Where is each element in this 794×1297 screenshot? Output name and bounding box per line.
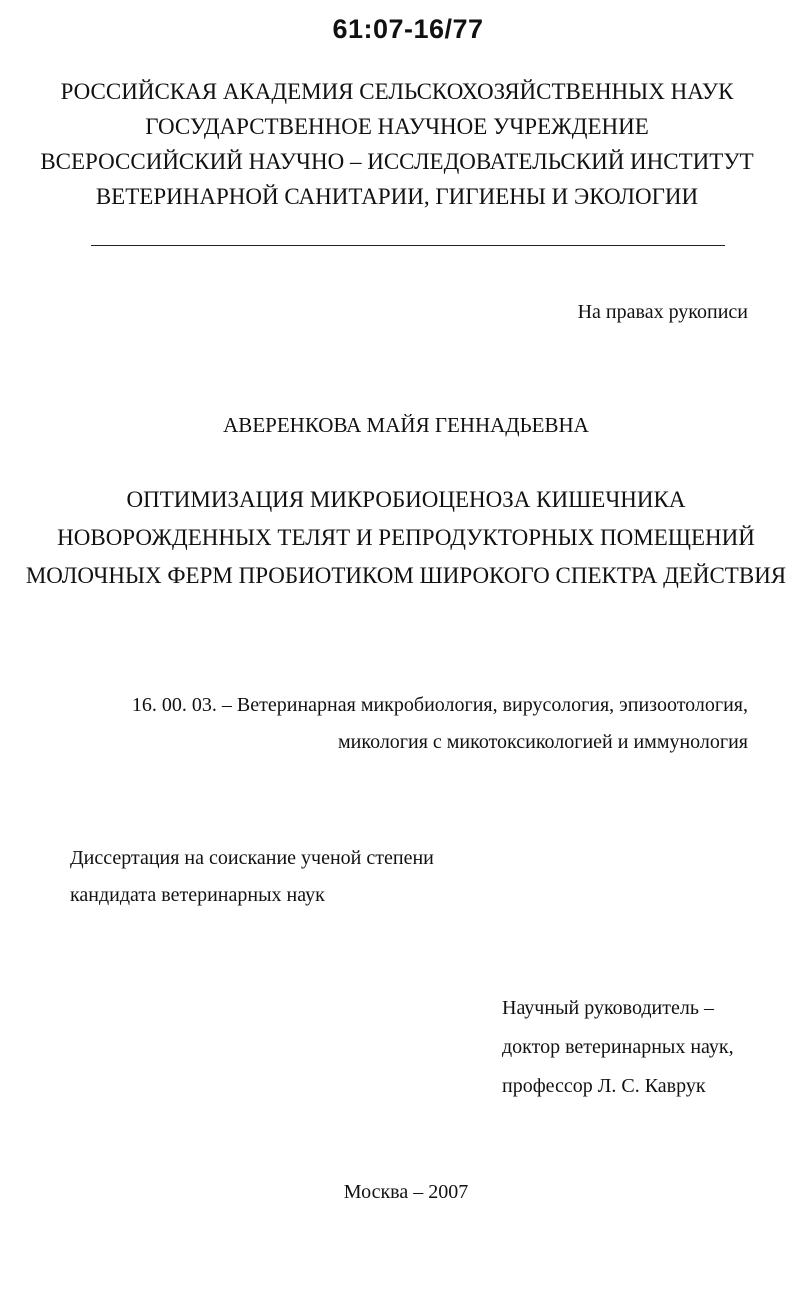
author-name: АВЕРЕНКОВА МАЙЯ ГЕННАДЬЕВНА bbox=[223, 413, 589, 437]
library-stamp-code: 61:07-16/77 bbox=[332, 14, 484, 44]
supervisor-line: доктор ветеринарных наук, bbox=[502, 1036, 734, 1058]
specialty-line: 16. 00. 03. – Ветеринарная микробиология, вирусология, эпизоотология, bbox=[131, 694, 748, 716]
institution-line: ГОСУДАРСТВЕННОЕ НАУЧНОЕ УЧРЕЖДЕНИЕ bbox=[145, 114, 649, 139]
supervisor-line: профессор Л. С. Каврук bbox=[502, 1075, 706, 1097]
title-line: МОЛОЧНЫХ ФЕРМ ПРОБИОТИКОМ ШИРОКОГО СПЕКТРА ДЕЙСТВИЯ bbox=[25, 563, 787, 588]
institution-line: ВСЕРОССИЙСКИЙ НАУЧНО – ИССЛЕДОВАТЕЛЬСКИЙ ИНСТИТУТ bbox=[40, 149, 754, 174]
institution-header bbox=[0, 74, 794, 214]
institution-line: РОССИЙСКАЯ АКАДЕМИЯ СЕЛЬСКОХОЗЯЙСТВЕННЫХ НАУК bbox=[60, 79, 734, 104]
title-line: НОВОРОЖДЕННЫХ ТЕЛЯТ И РЕПРОДУКТОРНЫХ ПОМЕЩЕНИЙ bbox=[57, 525, 755, 550]
title-line: ОПТИМИЗАЦИЯ МИКРОБИОЦЕНОЗА КИШЕЧНИКА bbox=[126, 487, 686, 512]
degree-line: Диссертация на соискание ученой степени bbox=[70, 847, 434, 869]
specialty-line: микология с микотоксикологией и иммунология bbox=[338, 731, 748, 753]
manuscript-note: На правах рукописи bbox=[577, 301, 748, 323]
dissertation-title bbox=[0, 481, 794, 595]
header-divider bbox=[91, 245, 725, 246]
place-and-year: Москва – 2007 bbox=[343, 1181, 469, 1203]
specialty-code bbox=[132, 687, 748, 761]
degree-statement bbox=[70, 840, 434, 914]
institution-line: ВЕТЕРИНАРНОЙ САНИТАРИИ, ГИГИЕНЫ И ЭКОЛОГИИ bbox=[95, 184, 699, 209]
degree-line: кандидата ветеринарных наук bbox=[70, 884, 325, 906]
supervisor-line: Научный руководитель – bbox=[502, 997, 714, 1019]
supervisor-block bbox=[502, 989, 734, 1106]
